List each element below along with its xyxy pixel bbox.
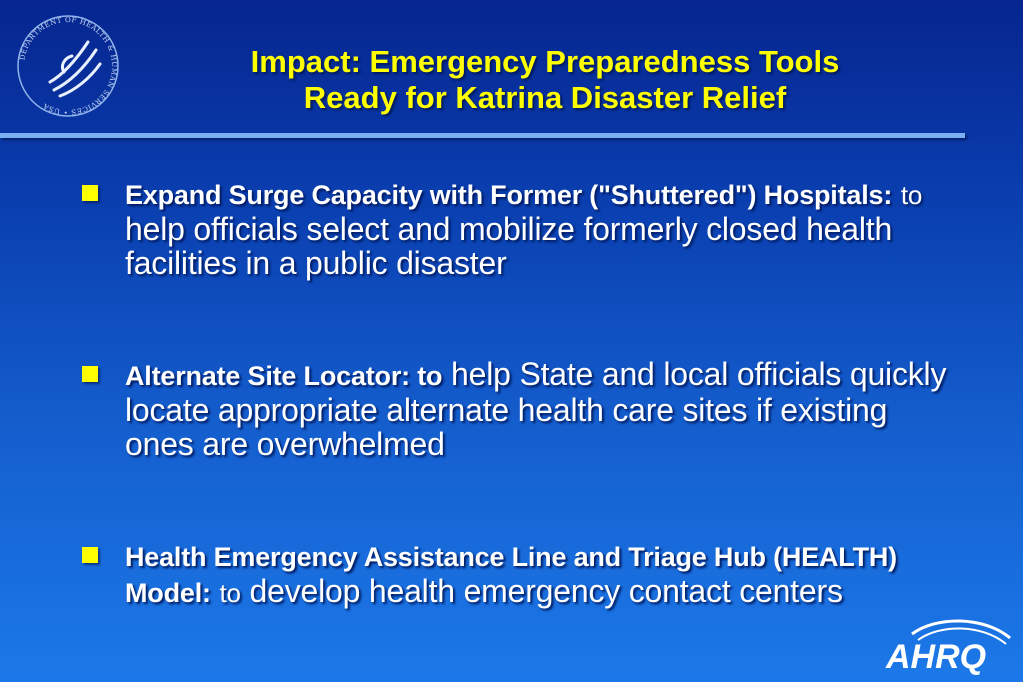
bullet-body: help State and local officials quickly locate appropriate alternate health care sites if existing ones are overwhelmed <box>125 356 947 462</box>
ahrq-logo-text: AHRQ <box>886 638 987 676</box>
seal-text: DEPARTMENT OF HEALTH & HUMAN SERVICES • USA <box>18 15 119 117</box>
bullet-body: help officials select and mobilize formerly closed health facilities in a public disaster <box>125 211 893 281</box>
ahrq-logo-icon <box>884 616 1019 676</box>
bullet-lead: Health Emergency Assistance Line and Triage Hub (HEALTH) Model: <box>125 542 897 608</box>
title-line-2: Ready for Katrina Disaster Relief <box>303 80 787 115</box>
bullet-body: develop health emergency contact centers <box>249 573 843 609</box>
bullet-text <box>125 357 950 461</box>
title-line-1: Impact: Emergency Preparedness Tools <box>250 44 840 79</box>
square-bullet-icon <box>82 185 98 201</box>
bullet-lead: Alternate Site Locator: to <box>125 361 443 391</box>
square-bullet-icon <box>82 366 98 382</box>
bullet-connector: to <box>900 180 923 210</box>
square-bullet-icon <box>82 547 98 563</box>
bullet-text <box>125 176 950 280</box>
bullet-connector: to <box>219 578 241 608</box>
bullet-text <box>125 538 950 610</box>
bullet-lead: Expand Surge Capacity with Former ("Shuttered") Hospitals: <box>125 180 893 210</box>
